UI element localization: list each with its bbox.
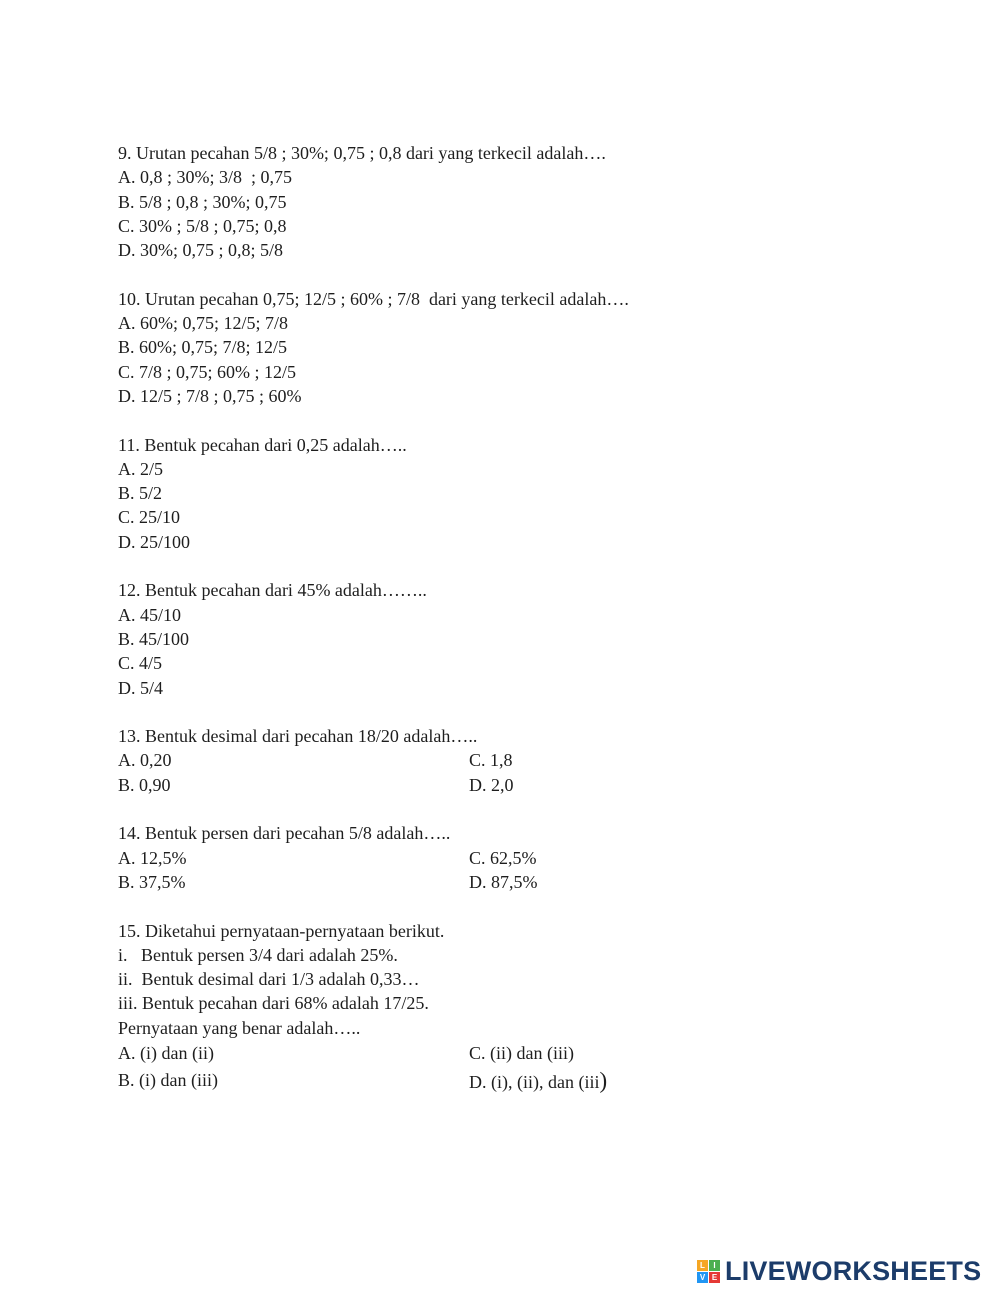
question-15: [118, 919, 878, 1094]
option-d[interactable]: [469, 1067, 607, 1094]
question-14: [118, 821, 878, 894]
option-d[interactable]: D. 25/100: [118, 531, 190, 552]
question-stem: 10. Urutan pecahan 0,75; 12/5 ; 60% ; 7/8 dari yang terkecil adalah….: [118, 288, 629, 309]
question-stem: 11. Bentuk pecahan dari 0,25 adalah…..: [118, 434, 407, 455]
liveworksheets-brand: [697, 1256, 981, 1286]
question-prompt: Pernyataan yang benar adalah…..: [118, 1017, 361, 1038]
option-b[interactable]: B. 5/2: [118, 483, 163, 504]
worksheet-page: [118, 141, 878, 1094]
liveworksheets-logo-icon: [697, 1260, 720, 1283]
option-c[interactable]: C. (ii) dan (iii): [469, 1042, 574, 1063]
statement-iii: iii. Bentuk pecahan dari 68% adalah 17/25.: [118, 993, 429, 1014]
option-d[interactable]: D. 5/4: [118, 677, 163, 698]
option-a[interactable]: A. 45/10: [118, 604, 181, 625]
question-9: [118, 141, 878, 262]
option-a[interactable]: A. 12,5%: [118, 847, 187, 868]
question-stem: 13. Bentuk desimal dari pecahan 18/20 adalah…..: [118, 726, 478, 747]
logo-letter-l: L: [697, 1260, 708, 1271]
question-stem: 14. Bentuk persen dari pecahan 5/8 adalah…..: [118, 823, 451, 844]
option-d[interactable]: D. 2,0: [469, 774, 514, 795]
question-11: [118, 433, 878, 554]
option-d[interactable]: D. 12/5 ; 7/8 ; 0,75 ; 60%: [118, 385, 302, 406]
option-c[interactable]: C. 7/8 ; 0,75; 60% ; 12/5: [118, 361, 297, 382]
option-c[interactable]: C. 4/5: [118, 653, 163, 674]
option-b[interactable]: B. 45/100: [118, 628, 190, 649]
question-10: [118, 287, 878, 408]
option-b[interactable]: B. 5/8 ; 0,8 ; 30%; 0,75: [118, 191, 287, 212]
option-b[interactable]: B. 60%; 0,75; 7/8; 12/5: [118, 337, 288, 358]
option-c[interactable]: C. 1,8: [469, 750, 513, 771]
option-d-text: D. (i), (ii), dan (iii: [469, 1071, 600, 1092]
option-d[interactable]: D. 87,5%: [469, 871, 538, 892]
option-d[interactable]: D. 30%; 0,75 ; 0,8; 5/8: [118, 240, 283, 261]
option-a[interactable]: A. 2/5: [118, 458, 163, 479]
option-b[interactable]: B. 37,5%: [118, 871, 186, 892]
option-a[interactable]: A. 0,8 ; 30%; 3/8 ; 0,75: [118, 167, 292, 188]
closing-paren: ): [599, 1067, 608, 1093]
option-a[interactable]: A. 0,20: [118, 750, 172, 771]
question-stem: 15. Diketahui pernyataan-pernyataan berikut.: [118, 920, 445, 941]
option-c[interactable]: C. 62,5%: [469, 847, 537, 868]
statement-ii: ii. Bentuk desimal dari 1/3 adalah 0,33…: [118, 969, 420, 990]
option-c[interactable]: C. 25/10: [118, 507, 181, 528]
logo-letter-e: E: [709, 1272, 720, 1283]
question-stem: 12. Bentuk pecahan dari 45% adalah……..: [118, 580, 427, 601]
question-12: [118, 578, 878, 699]
brand-name: LIVEWORKSHEETS: [725, 1255, 982, 1286]
option-a[interactable]: A. 60%; 0,75; 12/5; 7/8: [118, 313, 288, 334]
logo-letter-i: I: [709, 1260, 720, 1271]
option-b[interactable]: B. 0,90: [118, 774, 171, 795]
logo-letter-v: V: [697, 1272, 708, 1283]
question-stem: 9. Urutan pecahan 5/8 ; 30%; 0,75 ; 0,8 dari yang terkecil adalah….: [118, 143, 606, 163]
option-b[interactable]: B. (i) dan (iii): [118, 1069, 218, 1090]
option-a[interactable]: A. (i) dan (ii): [118, 1042, 214, 1063]
statement-i: i. Bentuk persen 3/4 dari adalah 25%.: [118, 944, 398, 965]
option-c[interactable]: C. 30% ; 5/8 ; 0,75; 0,8: [118, 215, 287, 236]
question-13: [118, 724, 878, 797]
